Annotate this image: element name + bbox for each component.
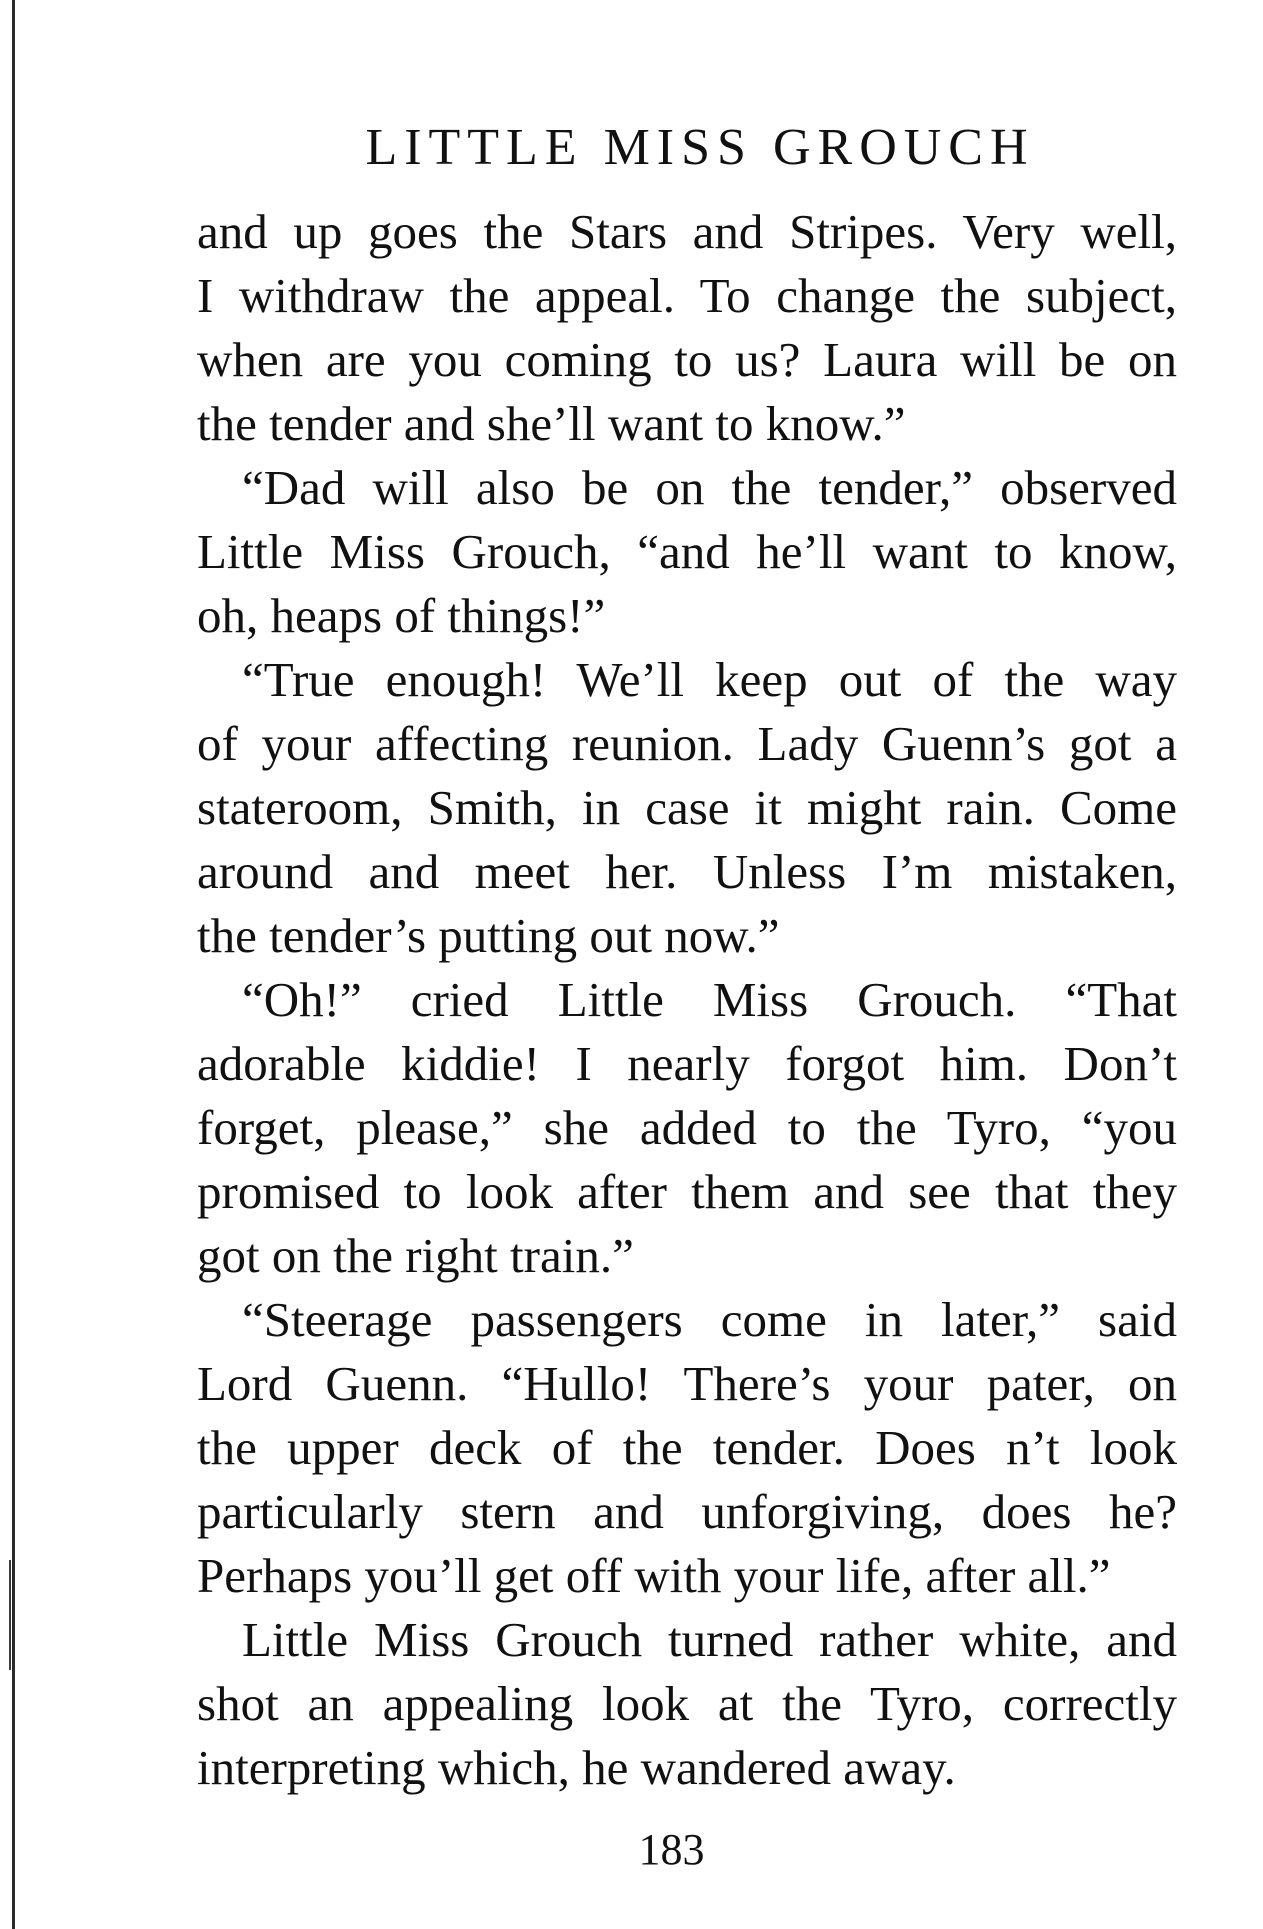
page-binding-mark (9, 1560, 11, 1670)
text-line: shot an appealing look at the Tyro, correctly (197, 1676, 1177, 1731)
text-line: Little Miss Grouch turned rather white, and (242, 1612, 1177, 1667)
text-line: I withdraw the appeal. To change the subject, (197, 268, 1177, 323)
text-line: “Dad will also be on the tender,” observed (242, 460, 1177, 515)
text-line: interpreting which, he wandered away. (197, 1740, 956, 1795)
text-line: Perhaps you’ll get off with your life, after all.” (197, 1548, 1111, 1603)
page-number: 183 (638, 1825, 705, 1874)
text-line: promised to look after them and see that they (197, 1164, 1177, 1219)
text-line: adorable kiddie! I nearly forgot him. Don’t (197, 1036, 1177, 1091)
text-line: around and meet her. Unless I’m mistaken, (197, 844, 1177, 899)
text-line: “True enough! We’ll keep out of the way (242, 652, 1177, 707)
text-line: and up goes the Stars and Stripes. Very well, (197, 204, 1177, 259)
text-line: the upper deck of the tender. Does n’t look (197, 1420, 1177, 1475)
text-line: stateroom, Smith, in case it might rain. Come (197, 780, 1177, 835)
running-head: LITTLE MISS GROUCH (365, 119, 1035, 176)
text-line: “Oh!” cried Little Miss Grouch. “That (242, 972, 1177, 1027)
text-line: Lord Guenn. “Hullo! There’s your pater, on (197, 1356, 1177, 1411)
page-binding-edge (12, 0, 15, 1929)
body-text (197, 200, 1177, 1800)
text-line: the tender and she’ll want to know.” (197, 396, 906, 451)
text-line: particularly stern and unforgiving, does he? (197, 1484, 1177, 1539)
text-line: the tender’s putting out now.” (197, 908, 780, 963)
text-line: got on the right train.” (197, 1228, 634, 1283)
text-line: Little Miss Grouch, “and he’ll want to know, (197, 524, 1177, 579)
text-line: oh, heaps of things!” (197, 588, 606, 643)
text-line: forget, please,” she added to the Tyro, “you (197, 1100, 1177, 1155)
text-line: “Steerage passengers come in later,” said (242, 1292, 1177, 1347)
text-line: when are you coming to us? Laura will be on (197, 332, 1177, 387)
text-line: of your affecting reunion. Lady Guenn’s got a (197, 716, 1177, 771)
